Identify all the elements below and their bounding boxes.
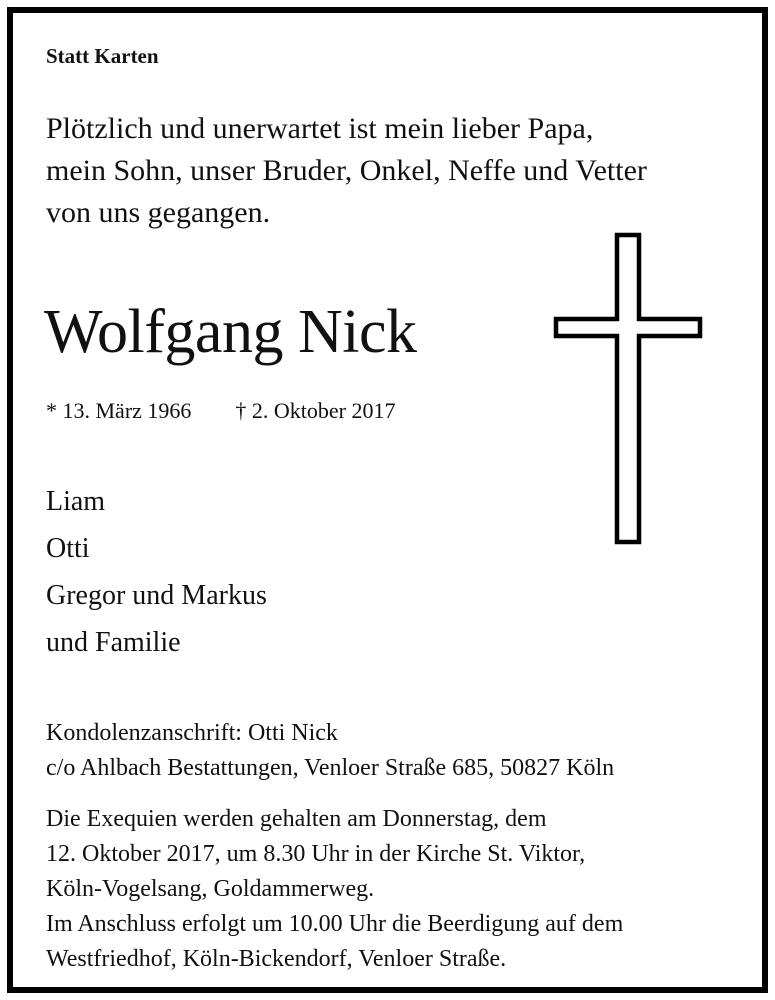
intro-line: von uns gegangen.	[46, 196, 271, 229]
family-member: Otti	[46, 533, 90, 564]
service-line: 12. Oktober 2017, um 8.30 Uhr in der Kirche St. Viktor,	[46, 841, 586, 867]
life-dates	[46, 398, 396, 424]
latin-cross-icon	[553, 232, 703, 546]
deceased-name: Wolfgang Nick	[44, 298, 417, 366]
intro-line: Plötzlich und unerwartet ist mein lieber Papa,	[46, 112, 594, 145]
family-member: Liam	[46, 486, 106, 517]
condolence-address	[46, 716, 614, 786]
service-line: Westfriedhof, Köln-Bickendorf, Venloer Straße.	[46, 946, 507, 972]
address-line: Kondolenzanschrift: Otti Nick	[46, 720, 338, 746]
service-line: Köln-Vogelsang, Goldammerweg.	[46, 876, 375, 902]
notice-header: Statt Karten	[46, 44, 159, 68]
birth-date: * 13. März 1966	[46, 398, 192, 423]
death-date: † 2. Oktober 2017	[235, 398, 396, 423]
family-list	[46, 478, 267, 666]
service-line: Die Exequien werden gehalten am Donnerstag, dem	[46, 806, 547, 832]
service-line: Im Anschluss erfolgt um 10.00 Uhr die Beerdigung auf dem	[46, 911, 624, 937]
family-member: Gregor und Markus	[46, 580, 267, 611]
address-line: c/o Ahlbach Bestattungen, Venloer Straße 685, 50827 Köln	[46, 755, 615, 781]
intro-line: mein Sohn, unser Bruder, Onkel, Neffe und Vetter	[46, 154, 647, 187]
service-details	[46, 802, 623, 977]
intro-text	[46, 108, 647, 234]
family-member: und Familie	[46, 627, 181, 658]
